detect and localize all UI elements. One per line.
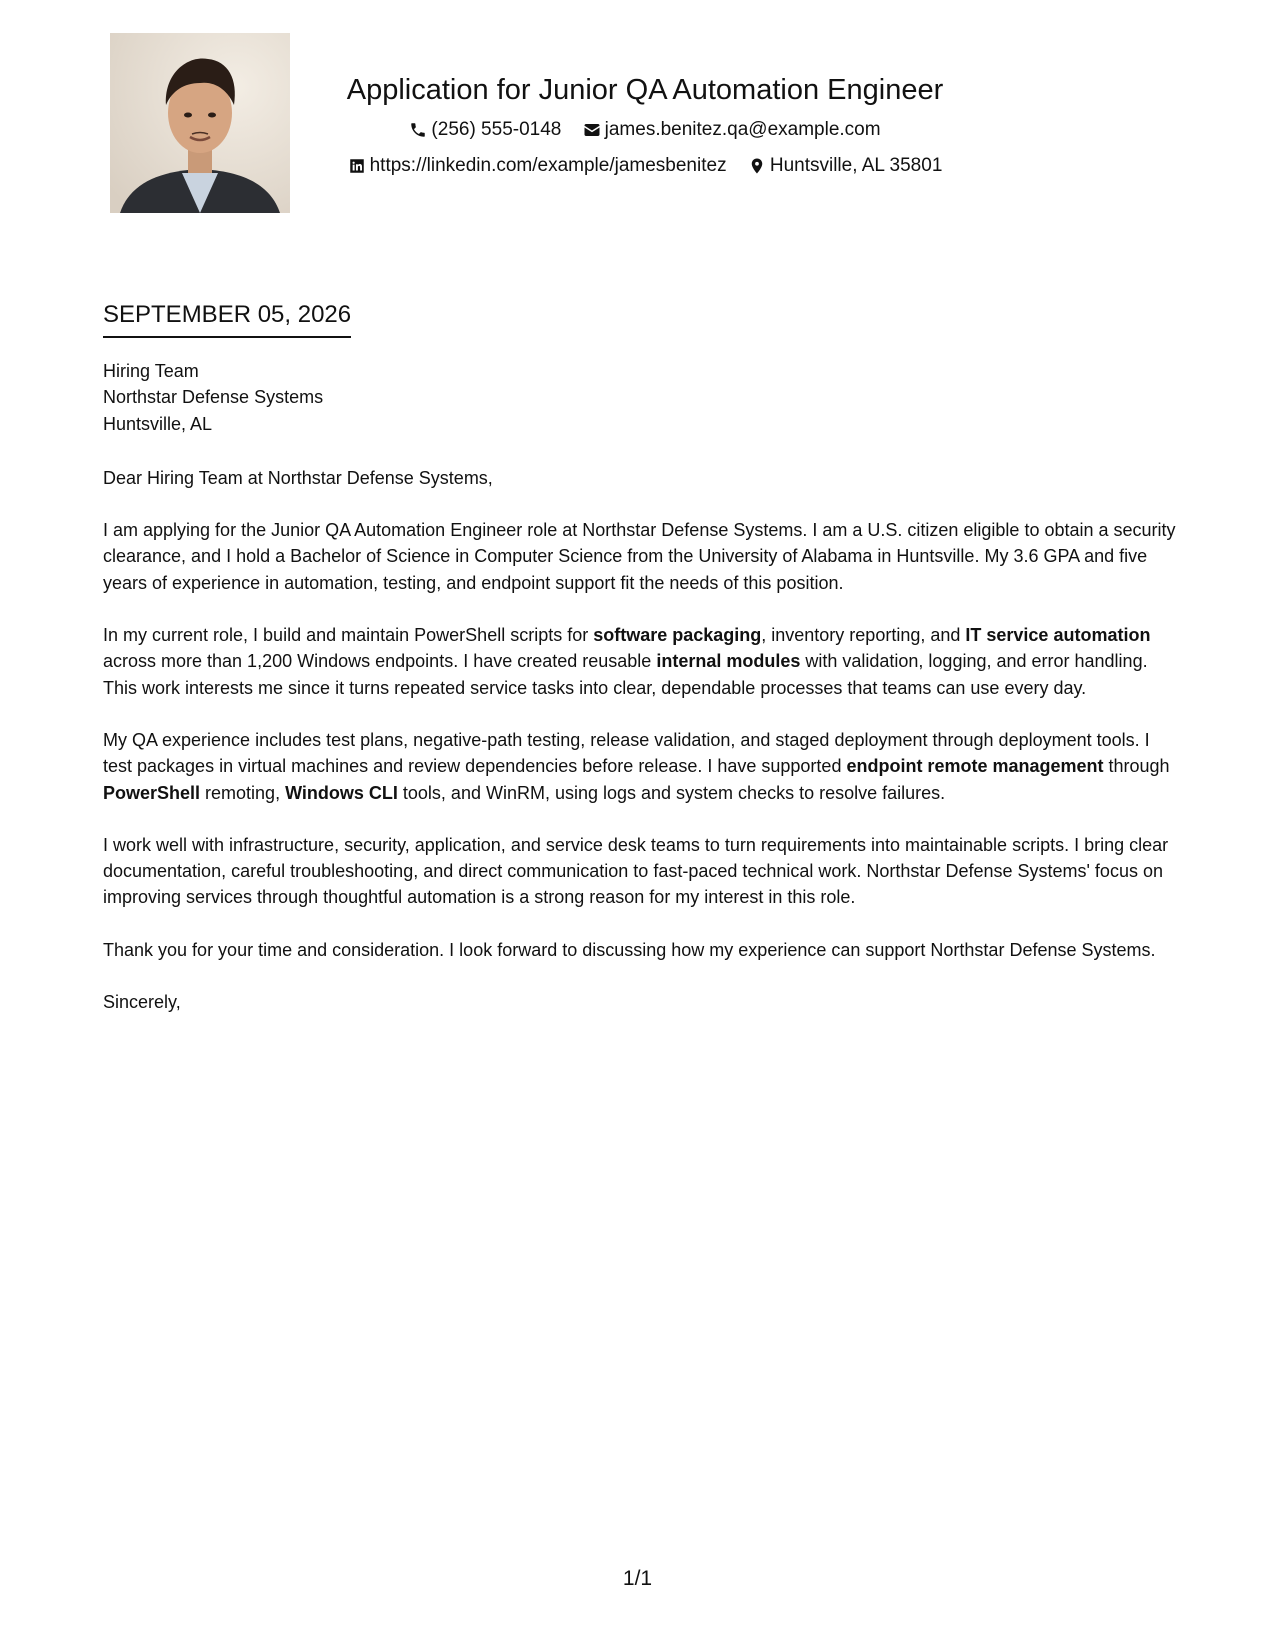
highlight-term: Windows CLI <box>285 782 398 803</box>
highlight-term: PowerShell <box>103 782 201 803</box>
highlight-term: software packaging <box>593 625 762 646</box>
highlight-term: IT service automation <box>965 625 1151 646</box>
phone-number: (256) 555-0148 <box>431 119 562 140</box>
text-run: remoting, <box>200 782 286 803</box>
text-run: through <box>1103 756 1170 777</box>
profile-photo <box>110 33 290 213</box>
salutation: Dear Hiring Team at Northstar Defense Systems, <box>103 467 493 488</box>
text-run: My QA experience includes test plans, negative-path testing, release validation, and staged deployment through deployment tools. I test packages in virtual machines and review dependencies before release. I have supported <box>103 729 1150 777</box>
recipient-block <box>103 358 1178 437</box>
signoff: Sincerely, <box>103 992 181 1013</box>
text-run: In my current role, I build and maintain PowerShell scripts for <box>103 625 594 646</box>
text-run: across more than 1,200 Windows endpoints. I have created reusable <box>103 651 657 672</box>
text-run: with validation, logging, and error handling. This work interests me since it turns repeated service tasks into clear, dependable processes that teams can use every day. <box>103 651 1148 698</box>
location-text: Huntsville, AL 35801 <box>769 155 943 176</box>
letter-date: SEPTEMBER 05, 2026 <box>103 298 351 338</box>
contact-line-2 <box>300 150 990 186</box>
text-run: tools, and WinRM, using logs and system checks to resolve failures. <box>397 782 946 803</box>
body-paragraph-4: I work well with infrastructure, security, application, and service desk teams to turn requirements into maintainable scripts. I bring clear documentation, careful troubleshooting, and direct communication to fast-paced technical work. Northstar Defense Systems' focus on improving services through thoughtful automation is a strong reason for my interest in this role. <box>103 834 1169 908</box>
body-paragraph-1: I am applying for the Junior QA Automation Engineer role at Northstar Defense Systems. I am a U.S. citizen eligible to obtain a security clearance, and I hold a Bachelor of Science in Computer Science from the University of Alabama in Huntsville. My 3.6 GPA and five years of experience in automation, testing, and endpoint support fit the needs of this position. <box>103 520 1176 593</box>
envelope-icon <box>583 121 601 139</box>
text-run: , inventory reporting, and <box>761 625 966 646</box>
phone-icon <box>409 121 427 139</box>
recipient-line: Hiring Team <box>103 361 199 381</box>
email-address[interactable]: james.benitez.qa@example.com <box>604 119 881 140</box>
recipient-line: Northstar Defense Systems <box>103 387 324 408</box>
letter-header <box>300 70 990 186</box>
page-title: Application for Junior QA Automation Engineer <box>346 74 944 106</box>
body-paragraph-2 <box>103 622 1178 701</box>
body-paragraph-5: Thank you for your time and consideration. I look forward to discussing how my experience can support Northstar Defense Systems. <box>103 939 1156 960</box>
linkedin-icon <box>348 157 366 175</box>
contact-location <box>748 150 943 182</box>
map-pin-icon <box>748 157 766 175</box>
linkedin-url[interactable]: https://linkedin.com/example/jamesbenitez <box>369 155 727 176</box>
page-number: 1/1 <box>622 1567 653 1590</box>
body-paragraph-3 <box>103 727 1178 806</box>
contact-linkedin[interactable] <box>348 150 727 182</box>
highlight-term: endpoint remote management <box>846 756 1104 777</box>
recipient-line: Huntsville, AL <box>103 413 213 434</box>
letter-body <box>103 358 1178 1041</box>
contact-phone <box>409 114 561 146</box>
highlight-term: internal modules <box>656 651 801 672</box>
contact-line-1 <box>300 114 990 150</box>
contact-email[interactable] <box>583 114 881 146</box>
